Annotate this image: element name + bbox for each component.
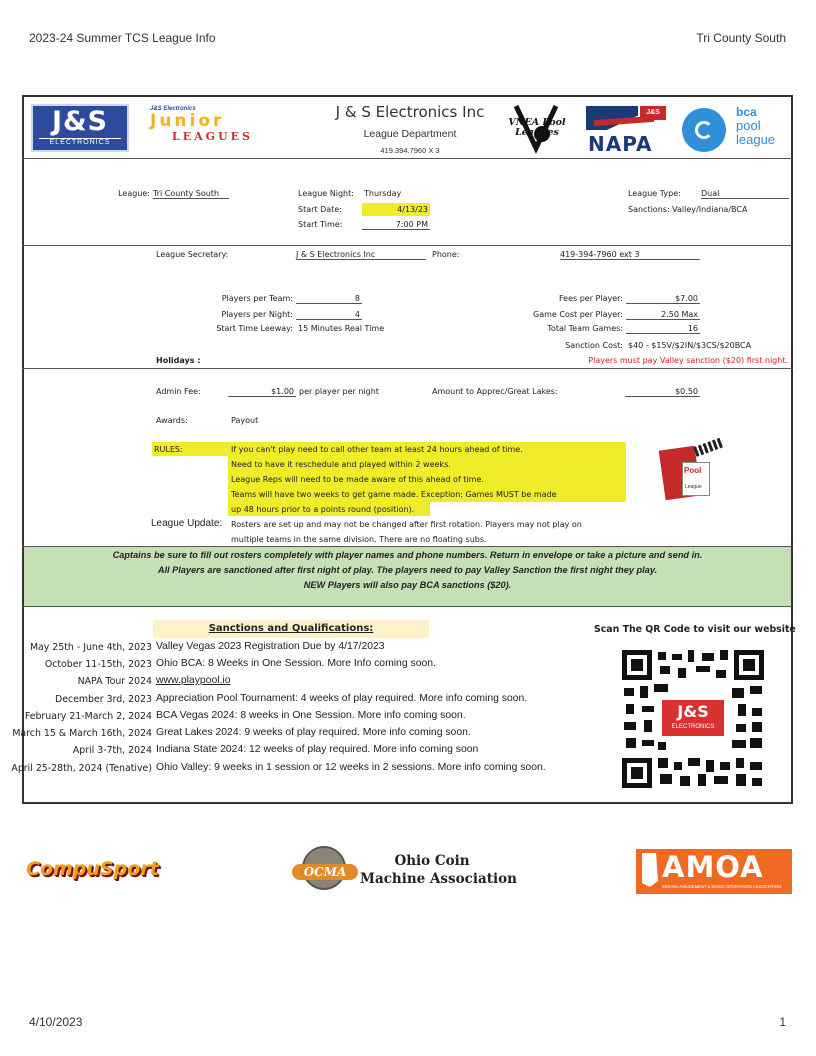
awards-value: Payout <box>231 416 259 425</box>
divider <box>22 158 793 159</box>
start-date-label: Start Date: <box>298 205 342 214</box>
start-time-label: Start Time: <box>298 220 343 229</box>
qr-caption: Scan The QR Code to visit our website <box>594 624 796 635</box>
divider <box>22 606 793 607</box>
start-time-leeway-label: Start Time Leeway: <box>216 324 293 333</box>
league-update-line: multiple teams in the same division. There are no floating subs. <box>231 535 487 544</box>
admin-fee-label: Admin Fee: <box>156 387 201 396</box>
players-per-night-label: Players per Night: <box>221 310 293 319</box>
rule-line: League Reps will need to be made aware of this ahead of time. <box>231 475 484 484</box>
js-electronics-logo: J&S ELECTRONICS <box>31 104 129 152</box>
league-type-value: Dual <box>701 189 789 199</box>
league-label: League: <box>118 189 150 198</box>
bca-pool-league-logo: bca pool league <box>682 106 786 152</box>
holidays-label: Holidays : <box>156 356 201 365</box>
league-value: Tri County South <box>153 189 229 199</box>
pool-league-logo: Pool League <box>654 440 726 498</box>
sanction-cost-value: $40 - $15V/$2IN/$3CS/$20BCA <box>628 341 752 350</box>
awards-label: Awards: <box>156 416 188 425</box>
start-time-value: 7:00 PM <box>362 220 430 230</box>
page-header-league: Tri County South <box>696 31 786 45</box>
company-phone: 419.394.7960 X 3 <box>380 146 440 155</box>
divider <box>22 245 793 246</box>
amoa-logo: AMOA INDIANA AMUSEMENT & MUSIC OPERATORS ASSOCIATION <box>636 849 792 894</box>
footer-date: 4/10/2023 <box>29 1015 83 1029</box>
sanctions-list: Sanctions: Valley/Indiana/BCA <box>628 205 748 214</box>
admin-fee-value: $1.00 <box>228 387 296 397</box>
ocma-logo: OCMA <box>292 846 362 894</box>
schedule-date: December 3rd, 2023 <box>54 694 152 705</box>
schedule-event: Ohio BCA: 8 Weeks in One Session. More Info coming soon. <box>156 658 436 669</box>
company-department: League Department <box>363 128 457 140</box>
schedule-event: BCA Vegas 2024: 8 weeks in One Session. More info coming soon. <box>156 710 466 721</box>
league-night-label: League Night: <box>298 189 354 198</box>
captains-notice-line: NEW Players will also pay BCA sanctions ($20). <box>303 580 512 590</box>
ohio-coin-subtitle: Machine Association <box>360 871 517 887</box>
bca-circle-icon <box>682 108 726 152</box>
page-header-title: 2023-24 Summer TCS League Info <box>29 31 216 45</box>
game-cost-label: Game Cost per Player: <box>533 310 623 319</box>
league-update-label: League Update: <box>151 518 223 529</box>
total-team-games-label: Total Team Games: <box>547 324 623 333</box>
junior-leagues-logo: J&S Electronics Junior LEAGUES <box>150 106 253 143</box>
schedule-event: Valley Vegas 2023 Registration Due by 4/17/2023 <box>156 641 385 652</box>
valley-sanction-note: Players must pay Valley sanction ($20) first night. <box>588 356 788 365</box>
schedule-event: Indiana State 2024: 12 weeks of play required. More info coming soon <box>156 744 479 755</box>
apprec-amount-label: Amount to Apprec/Great Lakes: <box>432 387 558 396</box>
sanctions-title: Sanctions and Qualifications: <box>208 623 374 634</box>
schedule-date: April 25-28th, 2024 (Tenative) <box>11 763 152 774</box>
captains-notice-line: All Players are sanctioned after first night of play. The players need to pay Valley Sanction the first night they play. <box>157 565 658 575</box>
company-name: J & S Electronics Inc <box>335 103 485 121</box>
schedule-date: NAPA Tour 2024 <box>77 676 152 687</box>
schedule-date: February 21-March 2, 2024 <box>24 711 152 722</box>
schedule-date: October 11-15th, 2023 <box>44 659 152 670</box>
napa-logo: J&S NAPA <box>586 104 666 154</box>
secretary-value: J & S Electronics Inc <box>296 250 426 260</box>
league-night-value: Thursday <box>364 189 402 198</box>
admin-fee-suffix: per player per night <box>299 387 379 396</box>
phone-label: Phone: <box>432 250 460 259</box>
compusport-logo: CompuSport <box>26 858 159 880</box>
rule-line: If you can't play need to call other team at least 24 hours ahead of time. <box>231 445 523 454</box>
league-update-line: Rosters are set up and may not be changed after first rotation. Players may not play on <box>231 520 582 529</box>
vnea-logo: VNEA Pool Leagues <box>502 104 570 154</box>
website-qr-code[interactable]: J&S ELECTRONICS <box>622 650 764 788</box>
start-time-leeway-value: 15 Minutes Real Time <box>298 324 385 333</box>
ohio-coin-title: Ohio Coin <box>394 853 470 869</box>
schedule-date: March 15 & March 16th, 2024 <box>12 728 152 739</box>
players-per-team-label: Players per Team: <box>221 294 293 303</box>
league-type-label: League Type: <box>628 189 681 198</box>
indiana-state-icon <box>640 853 660 887</box>
playpool-link[interactable]: www.playpool.io <box>156 675 231 686</box>
fees-per-player-value: $7.00 <box>626 294 700 304</box>
players-per-team-value: 8 <box>296 294 362 304</box>
divider <box>22 368 793 369</box>
page-number: 1 <box>779 1015 786 1029</box>
phone-value: 419-394-7960 ext 3 <box>560 250 700 260</box>
schedule-date: April 3-7th, 2024 <box>72 745 152 756</box>
total-team-games-value: 16 <box>626 324 700 334</box>
rules-label: RULES: <box>154 445 183 454</box>
sanction-cost-label: Sanction Cost: <box>565 341 623 350</box>
players-per-night-value: 4 <box>296 310 362 320</box>
schedule-event: Appreciation Pool Tournament: 4 weeks of play required. More info coming soon. <box>156 693 528 704</box>
fees-per-player-label: Fees per Player: <box>559 294 623 303</box>
rule-line: Teams will have two weeks to get game made. Exception: Games MUST be made <box>231 490 557 499</box>
schedule-event: Great Lakes 2024: 9 weeks of play required. More info coming soon. <box>156 727 471 738</box>
rule-line: Need to have it reschedule and played within 2 weeks. <box>231 460 451 469</box>
game-cost-value: 2.50 Max <box>626 310 700 320</box>
start-date-value: 4/13/23 <box>362 203 430 216</box>
schedule-event: Ohio Valley: 9 weeks in 1 session or 12 weeks in 2 sessions. More info coming soon. <box>156 762 546 773</box>
captains-notice-line: Captains be sure to fill out rosters completely with player names and phone numbers. Return in envelope or take a picture and send in. <box>112 550 703 560</box>
schedule-date: May 25th - June 4th, 2023 <box>29 642 152 653</box>
secretary-label: League Secretary: <box>156 250 229 259</box>
rule-line: up 48 hours prior to a points round (position). <box>231 505 415 514</box>
apprec-amount-value: $0.50 <box>625 387 700 397</box>
